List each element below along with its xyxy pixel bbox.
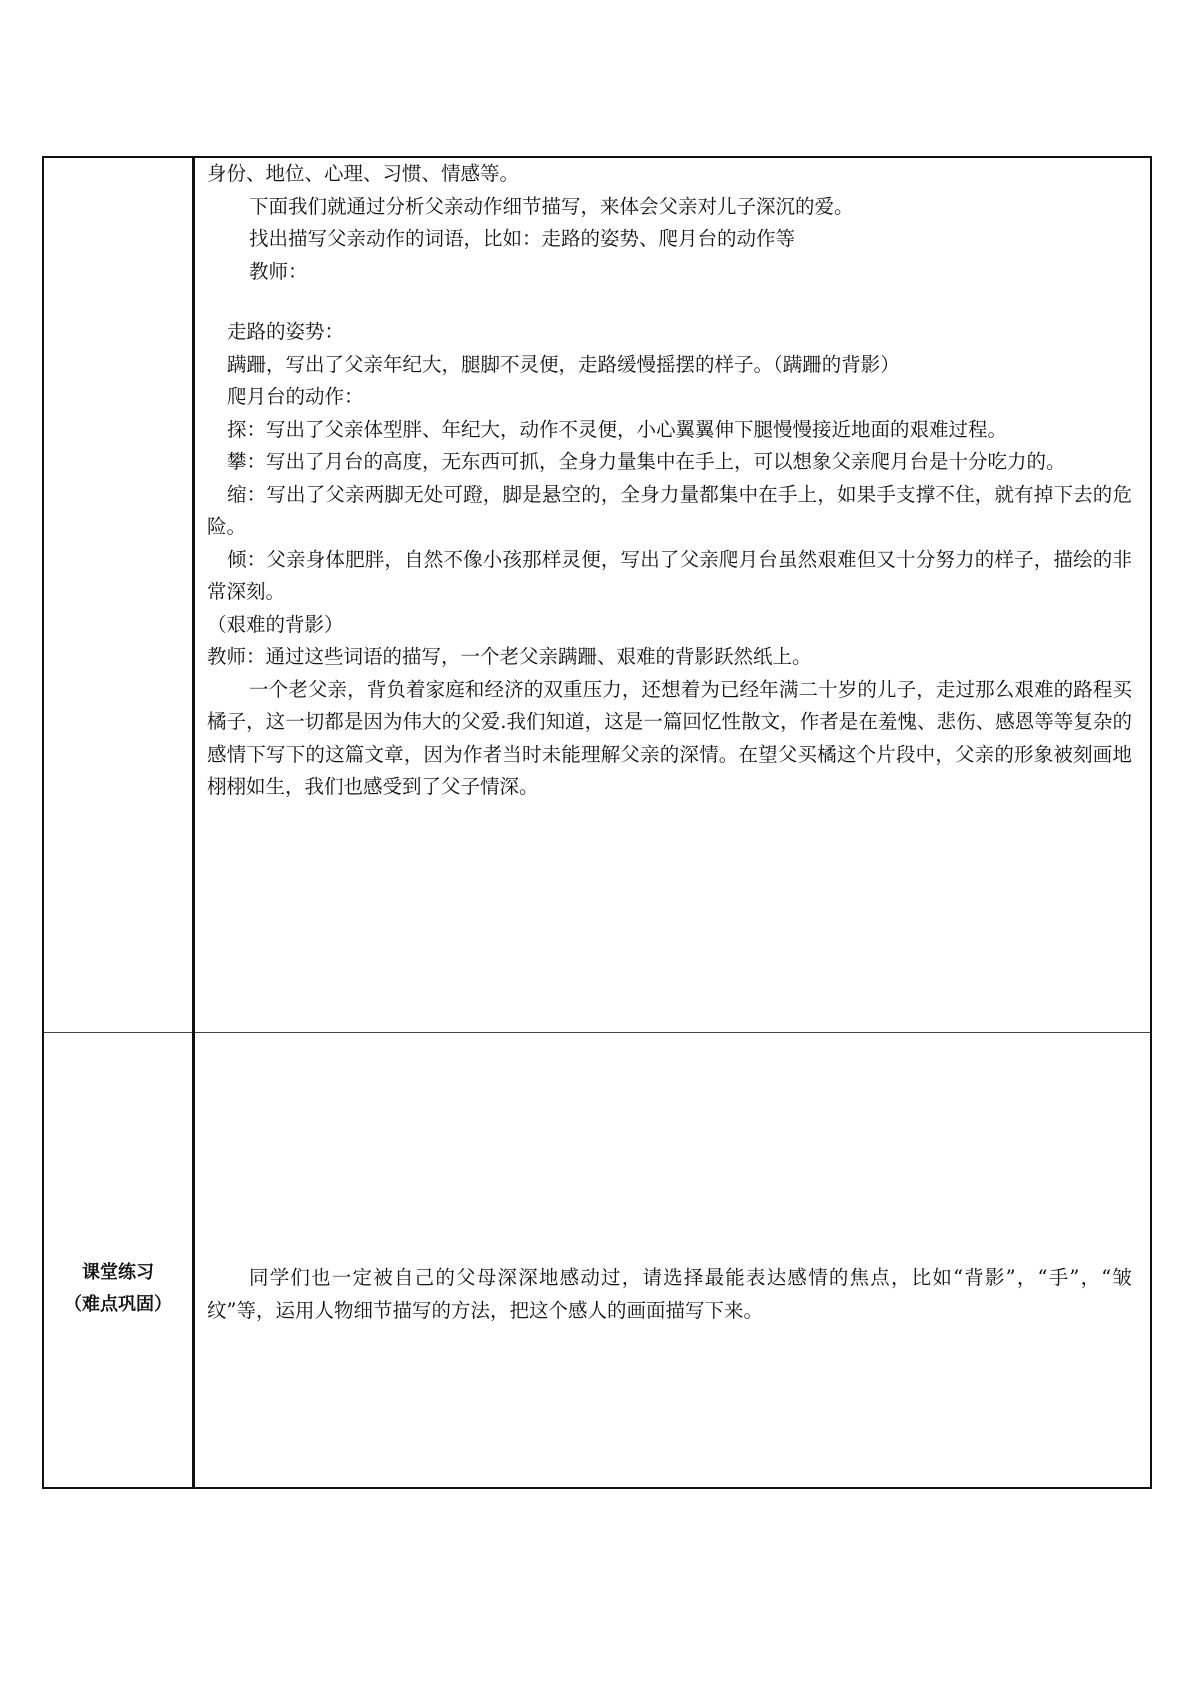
paragraph-intro: 下面我们就通过分析父亲动作细节描写，来体会父亲对儿子深沉的爱。: [249, 194, 854, 218]
paragraph-walking-heading: 走路的姿势：: [227, 320, 345, 343]
paragraph-tan: 探：写出了父亲体型胖、年纪大，动作不灵便，小心翼翼伸下腿慢慢接近地面的艰难过程。: [227, 417, 1008, 441]
paragraph-qing: 倾：父亲身体肥胖，自然不像小孩那样灵便，写出了父亲爬月台虽然艰难但又十分努力的样子，描绘的非常深刻。: [207, 547, 1132, 603]
paragraph-identity: 身份、地位、心理、习惯、情感等。: [207, 162, 520, 185]
table-row-main: [43, 157, 1151, 1033]
paragraph-task: 找出描写父亲动作的词语，比如：走路的姿势、爬月台的动作等: [249, 227, 796, 250]
practice-content: [195, 1033, 1150, 1327]
lesson-table: [42, 156, 1152, 1489]
main-content: [195, 158, 1150, 804]
blank-line: [207, 288, 1132, 316]
practice-label: [44, 1033, 192, 1321]
row-label-cell-practice: [43, 1033, 194, 1489]
practice-content-cell: [194, 1033, 1152, 1489]
row-label-cell-empty: [43, 157, 194, 1033]
practice-label-subtitle: （难点巩固）: [64, 1294, 172, 1315]
table-row-practice: [43, 1033, 1151, 1489]
paragraph-teacher-label: 教师：: [249, 259, 308, 283]
paragraph-pan: 攀：写出了月台的高度，无东西可抓，全身力量集中在手上，可以想象父亲爬月台是十分吃力的。: [227, 450, 1066, 473]
practice-label-title: 课堂练习: [82, 1262, 154, 1283]
practice-instruction: 同学们也一定被自己的父母深深地感动过，请选择最能表达感情的焦点，比如“背影”，“手”，“皱纹”等，运用人物细节描写的方法，把这个感人的画面描写下来。: [207, 1266, 1132, 1322]
paragraph-suo: 缩：写出了父亲两脚无处可蹬，脚是悬空的，全身力量都集中在手上，如果手支撑不住，就有掉下去的危险。: [207, 482, 1132, 538]
paragraph-conclusion: 一个老父亲，背负着家庭和经济的双重压力，还想着为已经年满二十岁的儿子，走过那么艰难的路程买橘子，这一切都是因为伟大的父爱.我们知道，这是一篇回忆性散文，作者是在羞愧、悲伤、感恩等等复杂的感情下写下的这篇文章，因为作者当时未能理解父亲的深情。在望父买橘这个片段中，父亲的形象被刻画地栩栩如生，我们也感受到了父子情深。: [207, 677, 1132, 798]
paragraph-hard-back: （艰难的背影）: [207, 612, 344, 636]
paragraph-climbing-heading: 爬月台的动作：: [227, 385, 364, 408]
main-content-cell: [194, 157, 1152, 1033]
paragraph-walking-analysis: 蹒跚，写出了父亲年纪大，腿脚不灵便，走路缓慢摇摆的样子。（蹒跚的背影）: [227, 352, 900, 376]
paragraph-teacher-summary: 教师：通过这些词语的描写，一个老父亲蹒跚、艰难的背影跃然纸上。: [207, 645, 812, 668]
